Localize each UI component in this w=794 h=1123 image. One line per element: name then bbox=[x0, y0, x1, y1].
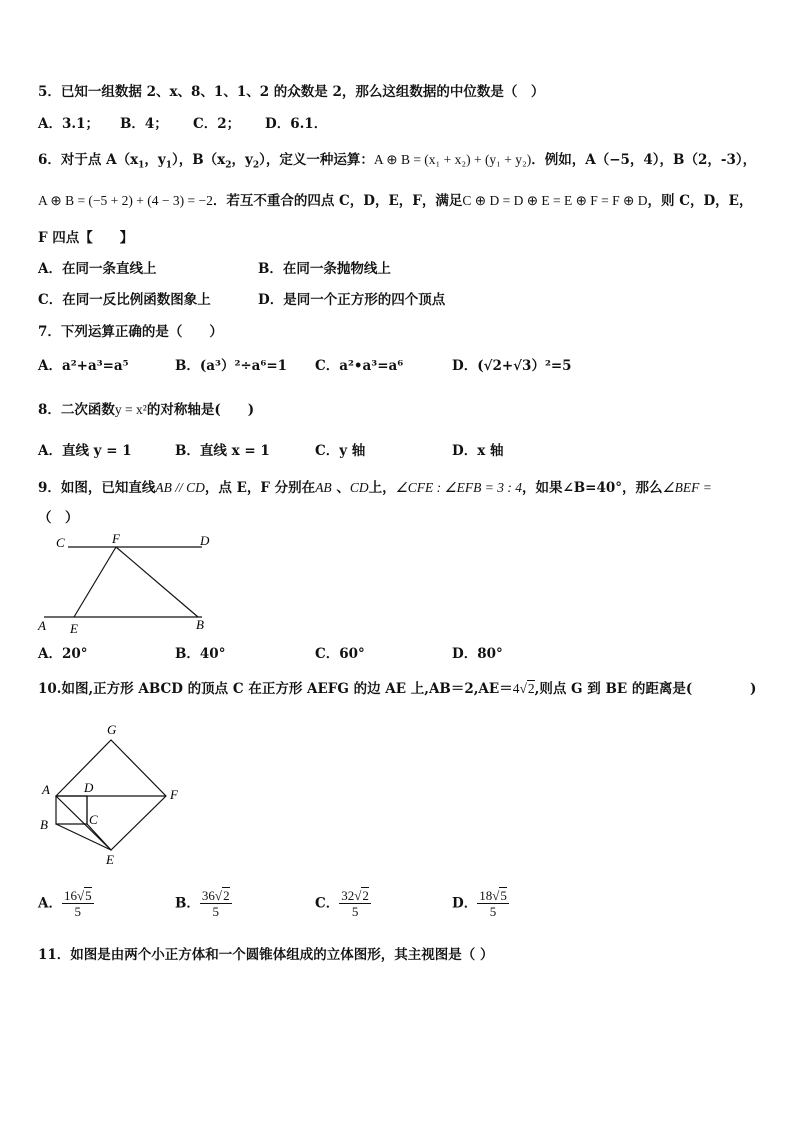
label-d: D bbox=[84, 780, 94, 795]
q6-option-b: B．在同一条抛物线上 bbox=[258, 261, 391, 277]
label-b: B bbox=[196, 617, 204, 632]
q5-option-b: B．4； bbox=[120, 116, 168, 132]
label-g: G bbox=[107, 722, 117, 737]
segment-ce bbox=[87, 824, 111, 850]
label-a: A bbox=[42, 782, 50, 797]
label-e: E bbox=[70, 621, 78, 636]
label-f: F bbox=[170, 787, 178, 802]
q6-formula-3: C ⊕ D = D ⊕ E = E ⊕ F = F ⊕ D bbox=[462, 193, 648, 208]
q7-option-c: C．a²•a³=a⁶ bbox=[315, 358, 404, 374]
q6-option-d: D．是同一个正方形的四个顶点 bbox=[258, 292, 446, 308]
q6-line-3: F 四点【 】 bbox=[38, 230, 134, 246]
q5-stem: 5．已知一组数据 2、x、8、1、1、2 的众数是 2，那么这组数据的中位数是（ ） bbox=[38, 84, 545, 100]
label-e: E bbox=[106, 852, 114, 867]
q9-option-b: B．40° bbox=[175, 646, 226, 662]
q7-option-a: A．a²+a³=a⁵ bbox=[38, 358, 129, 374]
q8-option-c: C．y 轴 bbox=[315, 443, 366, 459]
q7-option-b: B．(a³）²÷a⁶=1 bbox=[175, 358, 288, 374]
q6-line-1: 6．对于点 $A(x_1$，$y_1$），$B(x_2$，$y_2$），定义一种运算：A ⊕ B = (x₁ + x₂) + (y₁ + y₂)．例如，A（−5，4），B（2，-3）， bbox=[38, 152, 757, 171]
q9-option-d: D．80° bbox=[452, 646, 503, 662]
segment-fe bbox=[74, 547, 116, 617]
segment-be bbox=[56, 824, 111, 850]
q8-option-a: A．直线 y = 1 bbox=[38, 443, 132, 459]
q11-stem: 11．如图是由两个小正方体和一个圆锥体组成的立体图形，其主视图是（ ） bbox=[38, 947, 494, 963]
q9-option-a: A．20° bbox=[38, 646, 88, 662]
q9-figure bbox=[30, 528, 220, 638]
q10-option-c: C． $\frac{32√2}{5}$ bbox=[315, 888, 369, 919]
label-a: A bbox=[38, 618, 46, 633]
q10-option-d: D． $\frac{18√5}{5}$ bbox=[452, 888, 507, 919]
q10-figure bbox=[30, 720, 200, 870]
q6-line-2: A ⊕ B = (−5 + 2) + (4 − 3) = −2．若互不重合的四点 C，D，E，F，满足C ⊕ D = D ⊕ E = E ⊕ F = F ⊕ D，则 C，D，E， bbox=[38, 193, 753, 209]
label-c: C bbox=[89, 812, 98, 827]
label-b: B bbox=[40, 817, 48, 832]
q6-formula-2: A ⊕ B = (−5 + 2) + (4 − 3) = −2 bbox=[38, 193, 213, 208]
q5-option-d: D．6.1． bbox=[265, 116, 328, 132]
q10-stem: 10.如图,正方形 ABCD 的顶点 C 在正方形 AEFG 的边 AE 上,AB＝2,AE＝4√2,则点 G 到 BE 的距离是( bbox=[38, 681, 693, 697]
q10-stem-close: ) bbox=[750, 681, 757, 697]
q6-option-a: A．在同一条直线上 bbox=[38, 261, 157, 277]
q6-formula-1: A ⊕ B = (x₁ + x₂) + (y₁ + y₂) bbox=[373, 152, 532, 167]
label-f: F bbox=[112, 531, 120, 546]
q5-option-c: C．2； bbox=[193, 116, 241, 132]
segment-fb bbox=[116, 547, 198, 617]
q7-stem: 7．下列运算正确的是（ ） bbox=[38, 324, 223, 340]
q8-option-b: B．直线 x = 1 bbox=[175, 443, 270, 459]
q7-option-d: D．(√2+√3）²=5 bbox=[452, 358, 572, 374]
q9-stem: 9．如图，已知直线AB // CD，点 E，F 分别在AB 、CD上，∠CFE : ∠EFB = 3 : 4，如果∠B=40°，那么∠BEF = bbox=[38, 480, 712, 496]
q10-option-a: A． $\frac{16√5}{5}$ bbox=[38, 888, 92, 919]
label-c: C bbox=[56, 535, 65, 550]
q6-option-c: C．在同一反比例函数图象上 bbox=[38, 292, 211, 308]
q9-option-c: C．60° bbox=[315, 646, 365, 662]
q5-option-a: A．3.1； bbox=[38, 116, 99, 132]
q8-stem: 8．二次函数y = x²的对称轴是( ) bbox=[38, 402, 255, 418]
square-aefg bbox=[56, 740, 166, 850]
q8-formula: y = x² bbox=[114, 402, 147, 417]
q10-option-b: B． $\frac{36√2}{5}$ bbox=[175, 888, 230, 919]
label-d: D bbox=[200, 533, 210, 548]
q8-option-d: D．x 轴 bbox=[452, 443, 504, 459]
q9-stem-line-2: （ ） bbox=[38, 510, 79, 526]
